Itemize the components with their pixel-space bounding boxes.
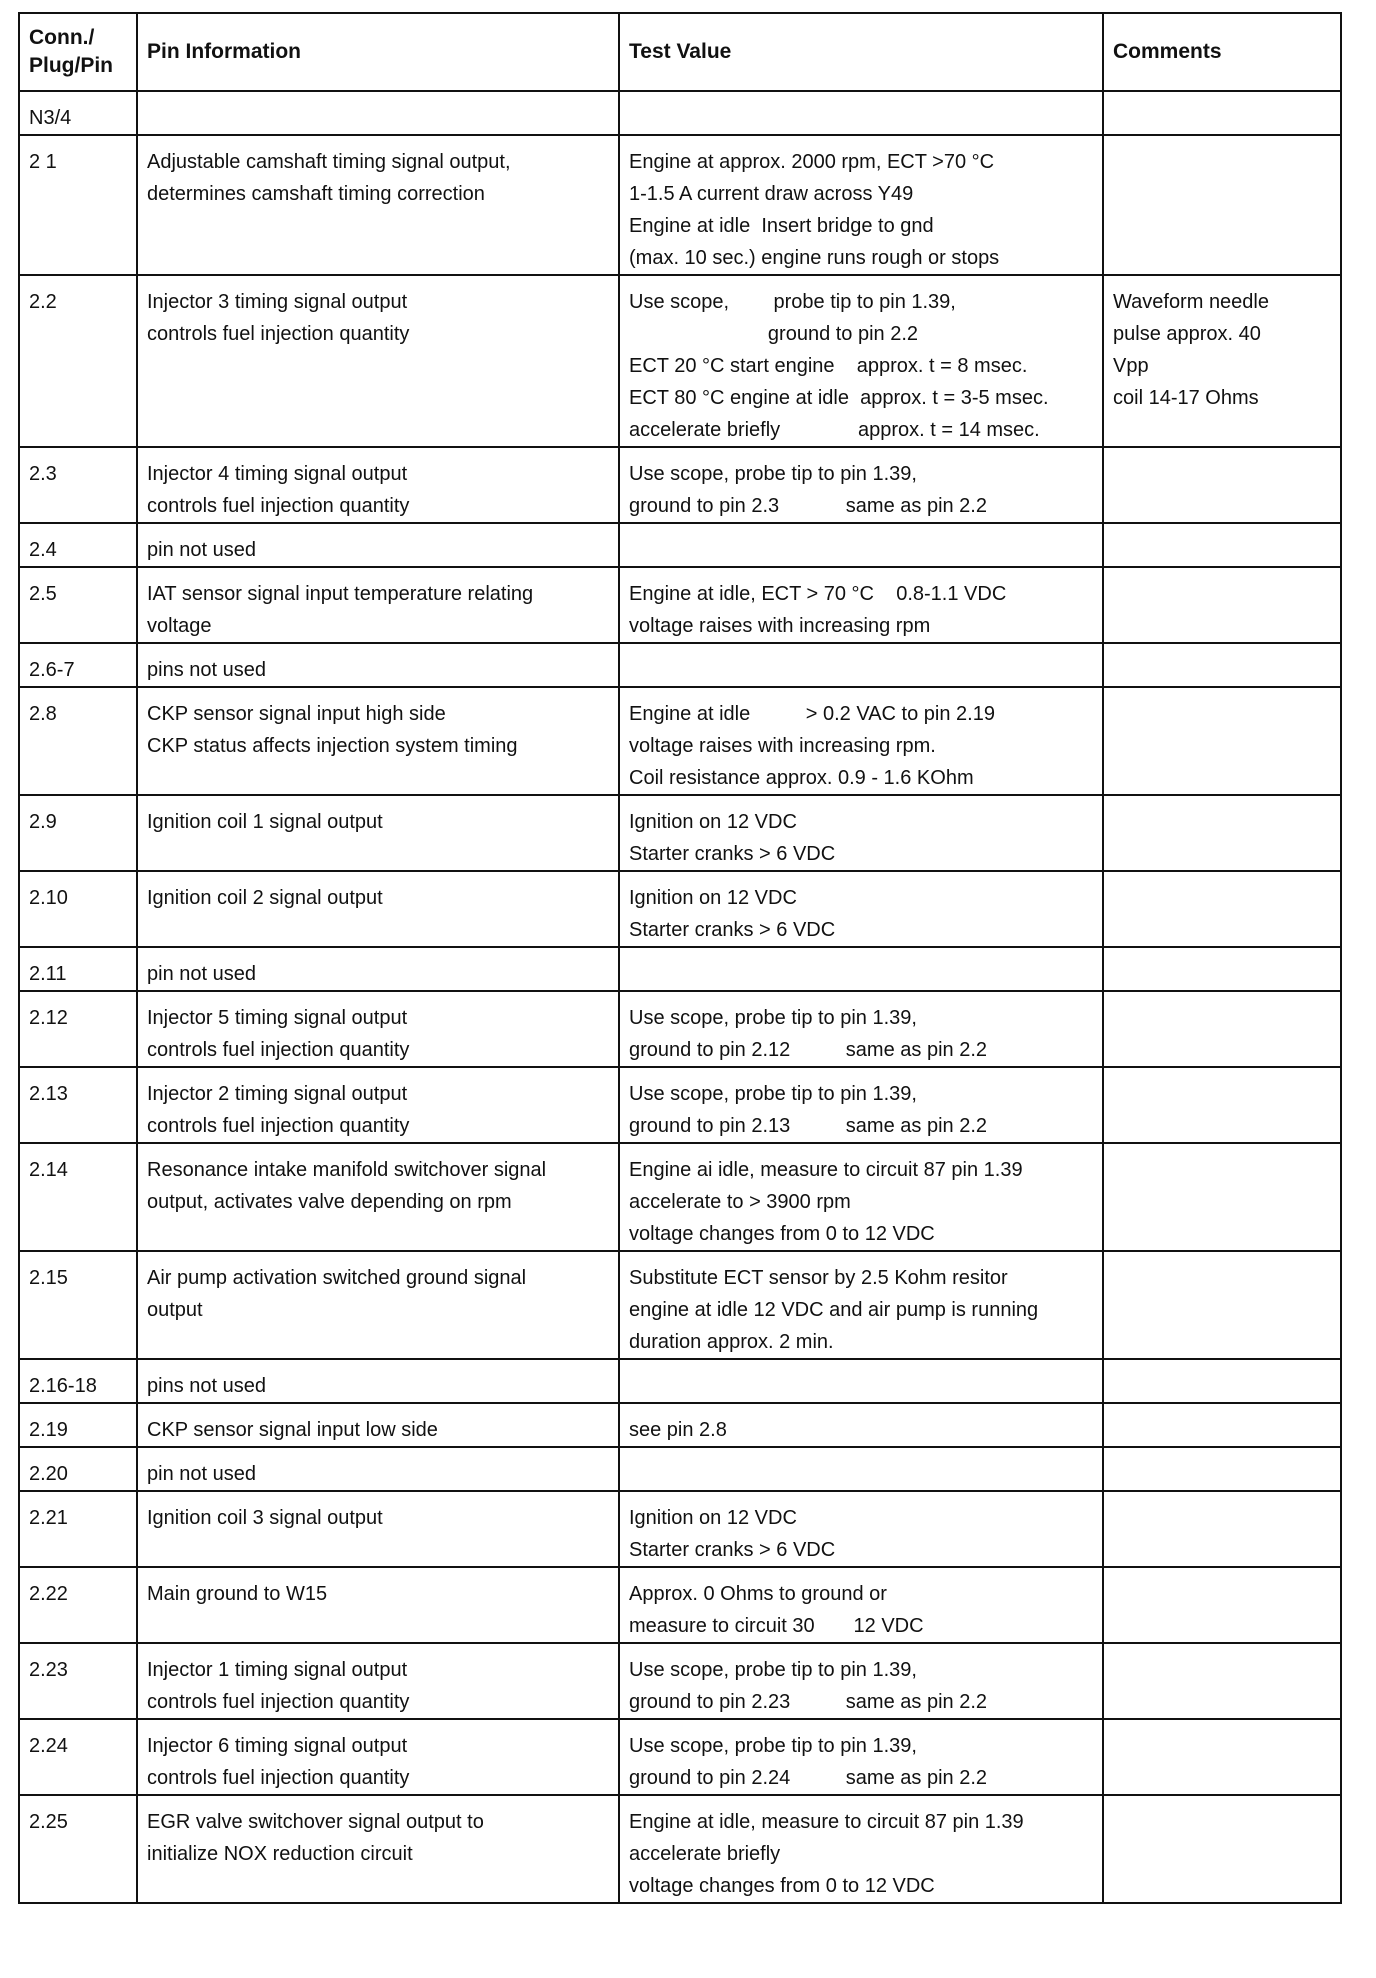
pin-information-cell — [137, 91, 619, 135]
test-value-cell-text: Approx. 0 Ohms to ground or measure to circuit 30 12 VDC — [629, 1583, 924, 1637]
pin-cell-text: 2.12 — [29, 1007, 68, 1029]
comments-cell — [1103, 871, 1341, 947]
pin-cell — [19, 91, 137, 135]
pin-information-cell-text: Injector 2 timing signal output controls fuel injection quantity — [147, 1083, 410, 1137]
pin-cell — [19, 567, 137, 643]
pin-information-cell-text: EGR valve switchover signal output to initialize NOX reduction circuit — [147, 1811, 484, 1865]
test-value-cell-text: Use scope, probe tip to pin 1.39, ground to pin 2.23 same as pin 2.2 — [629, 1659, 987, 1713]
table-row — [19, 991, 1341, 1067]
pin-information-cell-text: Air pump activation switched ground signal output — [147, 1267, 527, 1321]
pin-information-cell-text: Injector 6 timing signal output controls fuel injection quantity — [147, 1735, 410, 1789]
comments-cell — [1103, 1359, 1341, 1403]
pin-cell-text: 2.13 — [29, 1083, 68, 1105]
table-row — [19, 947, 1341, 991]
pin-information-cell — [137, 1359, 619, 1403]
pin-information-cell-text: Main ground to W15 — [147, 1583, 328, 1605]
test-value-cell — [619, 1359, 1103, 1403]
comments-cell — [1103, 1567, 1341, 1643]
comments-cell — [1103, 643, 1341, 687]
pin-information-cell — [137, 135, 619, 275]
pin-information-cell-text: CKP sensor signal input high side CKP status affects injection system timing — [147, 703, 518, 757]
comments-cell — [1103, 1643, 1341, 1719]
test-value-cell — [619, 795, 1103, 871]
pin-cell-text: 2.6-7 — [29, 659, 75, 681]
test-value-cell — [619, 523, 1103, 567]
table-row — [19, 135, 1341, 275]
pin-information-cell-text: Injector 1 timing signal output controls fuel injection quantity — [147, 1659, 410, 1713]
pin-cell — [19, 275, 137, 447]
table-row — [19, 795, 1341, 871]
pin-cell-text: 2.25 — [29, 1811, 68, 1833]
test-value-cell-text: Substitute ECT sensor by 2.5 Kohm resitor engine at idle 12 VDC and air pump is running duration approx. 2 min. — [629, 1267, 1039, 1353]
test-value-cell — [619, 991, 1103, 1067]
test-value-cell — [619, 567, 1103, 643]
pin-information-cell — [137, 567, 619, 643]
pin-information-cell-text: pin not used — [147, 963, 256, 985]
test-value-cell — [619, 687, 1103, 795]
comments-cell — [1103, 135, 1341, 275]
pin-information-cell — [137, 1067, 619, 1143]
pin-information-cell-text: Ignition coil 1 signal output — [147, 811, 383, 833]
test-value-cell-text: Ignition on 12 VDC Starter cranks > 6 VDC — [629, 887, 836, 941]
pin-cell — [19, 135, 137, 275]
pin-cell-text: 2.23 — [29, 1659, 68, 1681]
test-value-cell — [619, 1567, 1103, 1643]
pin-table — [18, 12, 1342, 1904]
comments-cell — [1103, 1795, 1341, 1903]
test-value-cell — [619, 91, 1103, 135]
pin-information-cell — [137, 275, 619, 447]
test-value-cell — [619, 1403, 1103, 1447]
pin-cell-text: 2.4 — [29, 539, 57, 561]
pin-cell-text: 2.22 — [29, 1583, 68, 1605]
pin-cell — [19, 991, 137, 1067]
table-row — [19, 1067, 1341, 1143]
pin-cell — [19, 1567, 137, 1643]
test-value-cell — [619, 1067, 1103, 1143]
comments-cell — [1103, 1143, 1341, 1251]
test-value-cell-text: Use scope, probe tip to pin 1.39, ground to pin 2.12 same as pin 2.2 — [629, 1007, 987, 1061]
pin-cell-text: 2.15 — [29, 1267, 68, 1289]
pin-cell — [19, 1643, 137, 1719]
test-value-cell — [619, 135, 1103, 275]
table-row — [19, 1359, 1341, 1403]
pin-information-cell — [137, 1447, 619, 1491]
pin-cell — [19, 1719, 137, 1795]
table-row — [19, 91, 1341, 135]
comments-cell — [1103, 1403, 1341, 1447]
table-row — [19, 1719, 1341, 1795]
table-row — [19, 567, 1341, 643]
header-pin-information: Pin Information — [137, 13, 619, 91]
pin-information-cell-text: pin not used — [147, 1463, 256, 1485]
table-row — [19, 275, 1341, 447]
comments-cell — [1103, 1067, 1341, 1143]
test-value-cell-text: Engine at approx. 2000 rpm, ECT >70 °C 1-1.5 A current draw across Y49 Engine at idle Insert bridge to gnd (max. 10 sec.) engine runs rough or stops — [629, 151, 1000, 269]
test-value-cell — [619, 1719, 1103, 1795]
test-value-cell — [619, 1795, 1103, 1903]
pin-information-cell — [137, 1491, 619, 1567]
pin-information-cell-text: Resonance intake manifold switchover signal output, activates valve depending on rpm — [147, 1159, 547, 1213]
comments-cell — [1103, 1447, 1341, 1491]
comments-cell — [1103, 1251, 1341, 1359]
pin-information-cell-text: Ignition coil 2 signal output — [147, 887, 383, 909]
pin-information-cell-text: Injector 5 timing signal output controls fuel injection quantity — [147, 1007, 410, 1061]
pin-cell-text: 2.9 — [29, 811, 57, 833]
header-comments: Comments — [1103, 13, 1341, 91]
pin-information-cell-text: IAT sensor signal input temperature relating voltage — [147, 583, 534, 637]
pin-cell — [19, 947, 137, 991]
pin-cell-text: 2.2 — [29, 291, 57, 313]
test-value-cell-text: Ignition on 12 VDC Starter cranks > 6 VDC — [629, 1507, 836, 1561]
pin-information-cell — [137, 1403, 619, 1447]
comments-cell — [1103, 687, 1341, 795]
pin-cell — [19, 1251, 137, 1359]
comments-cell — [1103, 91, 1341, 135]
table-row — [19, 1447, 1341, 1491]
pin-cell — [19, 447, 137, 523]
table-row — [19, 1491, 1341, 1567]
pin-information-cell — [137, 795, 619, 871]
pin-information-cell-text: pin not used — [147, 539, 256, 561]
test-value-cell-text: Use scope, probe tip to pin 1.39, ground to pin 2.24 same as pin 2.2 — [629, 1735, 987, 1789]
pin-cell — [19, 795, 137, 871]
test-value-cell — [619, 1143, 1103, 1251]
table-row — [19, 1403, 1341, 1447]
comments-cell — [1103, 947, 1341, 991]
table-header — [19, 13, 1341, 91]
test-value-cell — [619, 1491, 1103, 1567]
pin-information-cell — [137, 1143, 619, 1251]
pin-information-cell — [137, 523, 619, 567]
pin-cell-text: 2.21 — [29, 1507, 68, 1529]
table-row — [19, 1795, 1341, 1903]
pin-information-cell — [137, 871, 619, 947]
comments-cell — [1103, 1491, 1341, 1567]
header-test-value: Test Value — [619, 13, 1103, 91]
pin-cell-text: 2.16-18 — [29, 1375, 97, 1397]
pin-cell-text: 2.19 — [29, 1419, 68, 1441]
test-value-cell — [619, 447, 1103, 523]
pin-information-cell-text: CKP sensor signal input low side — [147, 1419, 438, 1441]
pin-information-cell — [137, 991, 619, 1067]
comments-cell — [1103, 447, 1341, 523]
pin-information-cell — [137, 947, 619, 991]
pin-information-cell-text: Injector 4 timing signal output controls fuel injection quantity — [147, 463, 410, 517]
pin-cell — [19, 1403, 137, 1447]
pin-cell — [19, 687, 137, 795]
pin-information-cell-text: Ignition coil 3 signal output — [147, 1507, 383, 1529]
table-row — [19, 687, 1341, 795]
pin-cell-text: 2.14 — [29, 1159, 68, 1181]
pin-cell-text: 2.24 — [29, 1735, 68, 1757]
table-row — [19, 1143, 1341, 1251]
pin-information-cell — [137, 687, 619, 795]
pin-cell — [19, 1067, 137, 1143]
pin-information-cell — [137, 1567, 619, 1643]
test-value-cell — [619, 1251, 1103, 1359]
test-value-cell-text: Engine at idle, ECT > 70 °C 0.8-1.1 VDC voltage raises with increasing rpm — [629, 583, 1007, 637]
pin-information-cell-text: Adjustable camshaft timing signal output, determines camshaft timing correction — [147, 151, 511, 205]
pin-cell-text: 2.5 — [29, 583, 57, 605]
pin-cell — [19, 1447, 137, 1491]
table-row — [19, 1567, 1341, 1643]
test-value-cell-text: Ignition on 12 VDC Starter cranks > 6 VDC — [629, 811, 836, 865]
test-value-cell — [619, 1643, 1103, 1719]
test-value-cell — [619, 947, 1103, 991]
pin-information-cell — [137, 1719, 619, 1795]
pin-information-cell — [137, 1251, 619, 1359]
pin-information-cell — [137, 1795, 619, 1903]
pin-information-cell — [137, 643, 619, 687]
comments-cell — [1103, 1719, 1341, 1795]
pin-cell — [19, 871, 137, 947]
test-value-cell — [619, 871, 1103, 947]
comments-cell — [1103, 795, 1341, 871]
comments-cell-text: Waveform needle pulse approx. 40 Vpp coil 14-17 Ohms — [1113, 291, 1269, 409]
pin-information-cell-text: pins not used — [147, 1375, 266, 1397]
comments-cell — [1103, 275, 1341, 447]
test-value-cell-text: see pin 2.8 — [629, 1419, 727, 1441]
header-conn-plug-pin: Conn./ Plug/Pin — [19, 13, 137, 91]
pin-cell-text: 2.8 — [29, 703, 57, 725]
pin-information-cell-text: pins not used — [147, 659, 266, 681]
table-row — [19, 1643, 1341, 1719]
test-value-cell-text: Use scope, probe tip to pin 1.39, ground to pin 2.13 same as pin 2.2 — [629, 1083, 987, 1137]
pin-cell — [19, 1795, 137, 1903]
pin-cell-text: 2.3 — [29, 463, 57, 485]
pin-cell — [19, 1143, 137, 1251]
test-value-cell — [619, 643, 1103, 687]
table-row — [19, 643, 1341, 687]
pin-information-cell — [137, 447, 619, 523]
test-value-cell-text: Engine ai idle, measure to circuit 87 pin 1.39 accelerate to > 3900 rpm voltage changes from 0 to 12 VDC — [629, 1159, 1023, 1245]
pin-information-cell-text: Injector 3 timing signal output controls fuel injection quantity — [147, 291, 410, 345]
test-value-cell-text: Engine at idle > 0.2 VAC to pin 2.19 voltage raises with increasing rpm. Coil resistance approx. 0.9 - 1.6 KOhm — [629, 703, 995, 789]
test-value-cell-text: Use scope, probe tip to pin 1.39, ground to pin 2.3 same as pin 2.2 — [629, 463, 987, 517]
test-value-cell-text: Engine at idle, measure to circuit 87 pin 1.39 accelerate briefly voltage changes from 0 to 12 VDC — [629, 1811, 1024, 1897]
table-row — [19, 523, 1341, 567]
test-value-cell-text: Use scope, probe tip to pin 1.39, ground to pin 2.2 ECT 20 °C start engine approx. t = 8 msec. ECT 80 °C engine at idle approx. t = 3-5 msec. accelerate briefly approx. t = 14 msec. — [629, 291, 1049, 441]
pin-information-cell — [137, 1643, 619, 1719]
test-value-cell — [619, 275, 1103, 447]
table-row — [19, 447, 1341, 523]
table-row — [19, 1251, 1341, 1359]
test-value-cell — [619, 1447, 1103, 1491]
pin-cell — [19, 523, 137, 567]
comments-cell — [1103, 567, 1341, 643]
comments-cell — [1103, 991, 1341, 1067]
pin-cell — [19, 643, 137, 687]
comments-cell — [1103, 523, 1341, 567]
pin-cell-text: N3/4 — [29, 107, 72, 129]
pin-cell-text: 2 1 — [29, 151, 57, 173]
table-body — [19, 91, 1341, 1903]
pin-cell — [19, 1359, 137, 1403]
pin-cell-text: 2.20 — [29, 1463, 68, 1485]
pin-cell-text: 2.11 — [29, 963, 67, 985]
table-row — [19, 871, 1341, 947]
pin-cell — [19, 1491, 137, 1567]
pin-cell-text: 2.10 — [29, 887, 68, 909]
